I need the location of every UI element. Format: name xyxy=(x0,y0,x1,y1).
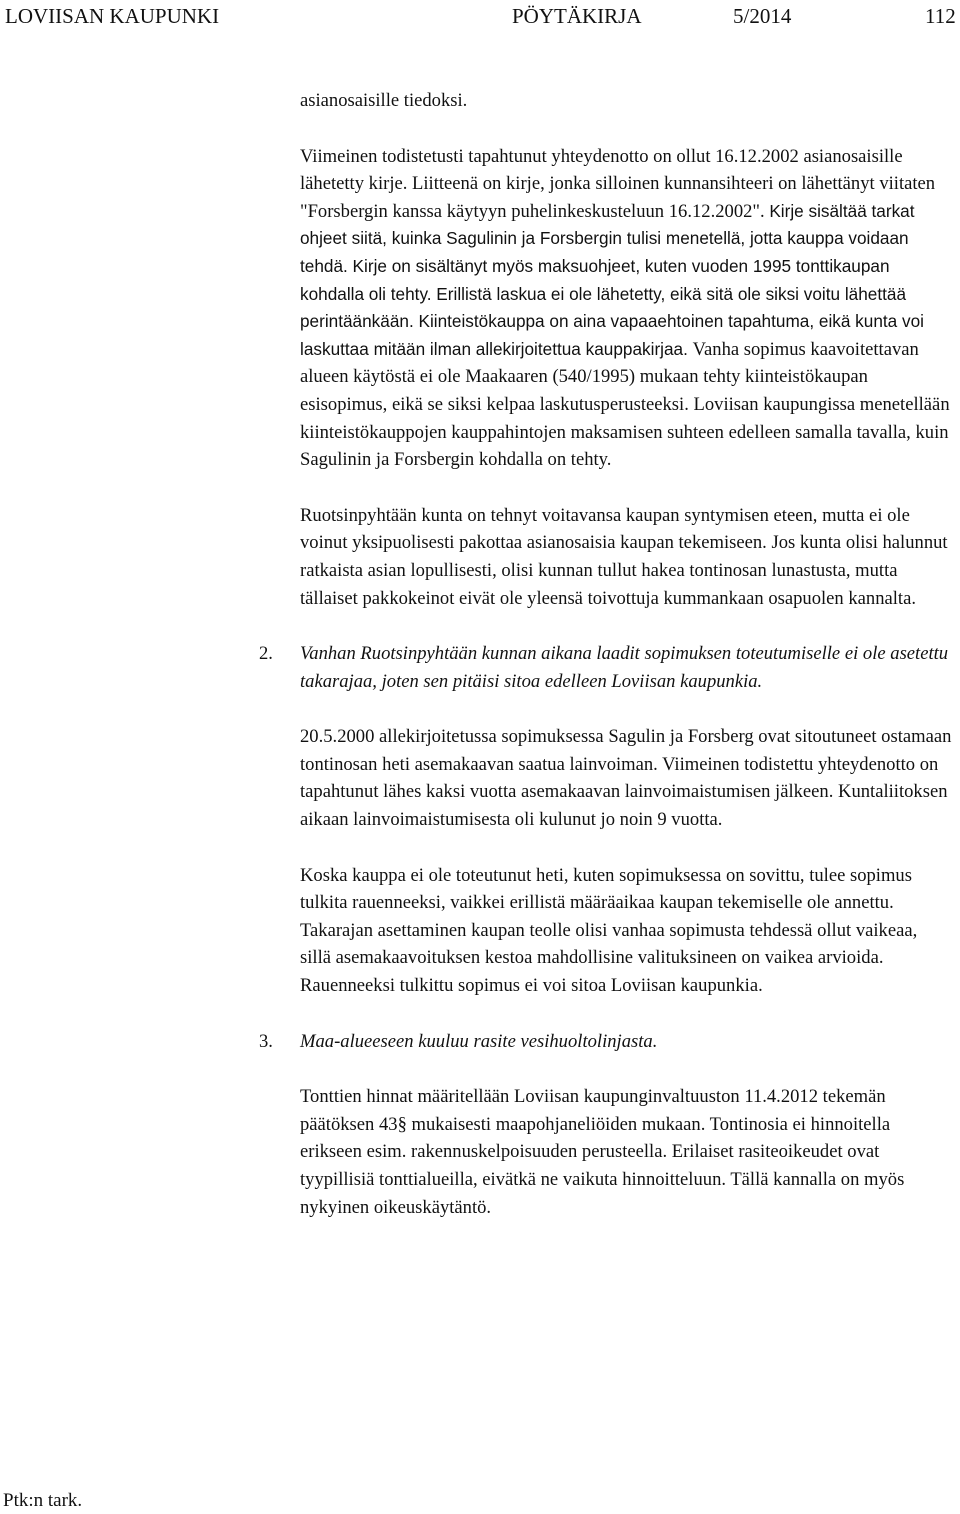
spacer xyxy=(300,1055,952,1083)
header-document-number: 5/2014 xyxy=(733,4,792,28)
paragraph-last-contact-start: Viimeinen todistetusti tapahtunut yhteydenotto on ollut 16.12.2002 asianosaisille lähetetty kirje. Liitteenä on kirje, jonka silloinen kunnansihteeri on lähettänyt viitaten "Forsbergin kanssa käytyyn puhelinkeskusteluun 16.12.2002". xyxy=(300,145,936,222)
header-page-number: 112 xyxy=(925,4,956,28)
item-paragraph: Tonttien hinnat määritellään Loviisan kaupunginvaltuuston 11.4.2012 tekemän päätöksen 43§ mukaisesti maapohjaneliöiden mukaan. Tontinosia ei hinnoitella erikseen esim. rakennuskelpoisuuden perusteella. Erilaiset rasiteoikeudet ovat tyypillisiä tonttialueilla, eivätkä ne vaikuta hinnoitteluun. Tällä kannalla on myös nykyinen oikeuskäytäntö. xyxy=(300,1086,905,1218)
paragraph-last-contact xyxy=(300,143,952,474)
spacer xyxy=(300,115,952,143)
spacer xyxy=(300,695,952,723)
footer-reviewer-label: Ptk:n tark. xyxy=(3,1490,83,1511)
item-number: 3. xyxy=(259,1030,273,1052)
page-header xyxy=(0,3,960,31)
spacer xyxy=(300,612,952,640)
item-heading: Vanhan Ruotsinpyhtään kunnan aikana laadit sopimuksen toteutumiselle ei ole asetettu takarajaa, joten sen pitäisi sitoa edelleen Loviisan kaupunkia. xyxy=(300,643,949,692)
item-paragraph: Koska kauppa ei ole toteutunut heti, kuten sopimuksessa on sovittu, tulee sopimus tulkita rauenneeksi, vaikkei erillistä määräaikaa kaupan tekemiselle ole annettu. Takarajan asettaminen kaupan teolle olisi vanhaa sopimusta tehdessä ollut vaikeaa, sillä asemakaavoituksen kestoa mahdollisine valituksineen on vaikea arvioida. Rauenneeksi tulkittu sopimus ei voi sitoa Loviisan kaupunkia. xyxy=(300,864,918,997)
item-paragraph: 20.5.2000 allekirjoitetussa sopimuksessa Sagulin ja Forsberg ovat sitoutuneet ostamaan tontinosan heti asemakaavan saatua lainvoiman. Viimeinen todistettu yhteydenotto on tapahtunut lähes kaksi vuotta asemakaavan lainvoimaistumisen jälkeen. Kuntaliitoksen aikaan lainvoimaistumisesta oli kulunut jo noin 9 vuotta. xyxy=(300,726,952,831)
paragraph-last-contact-letter-details: Kirje sisältää tarkat ohjeet siitä, kuinka Sagulinin ja Forsbergin tulisi menetellä, jotta kauppa voidaan tehdä. Kirje on sisältänyt myös maksuohjeet, kuten vuoden 1995 tonttikaupan kohdalla oli tehty. Erillistä laskua ei ole lähetetty, eikä sitä ole siksi voitu lähettää perintäänkään. Kiinteistökauppa on aina vapaaehtoinen tapahtuma, eikä kunta voi laskuttaa mitään ilman allekirjoitettua kauppakirjaa. xyxy=(300,200,924,359)
intro-line: asianosaisille tiedoksi. xyxy=(300,90,468,111)
numbered-item-3 xyxy=(259,1028,952,1222)
spacer xyxy=(300,1000,952,1028)
spacer xyxy=(300,474,952,502)
document-body xyxy=(259,87,952,1221)
spacer xyxy=(300,834,952,862)
paragraph-municipality-efforts: Ruotsinpyhtään kunta on tehnyt voitavansa kaupan syntymisen eteen, mutta ei ole voinut yksipuolisesti pakottaa asianosaisia kaupan tekemiseen. Jos kunta olisi halunnut ratkaista asian lopullisesti, olisi kunnan tullut hakea tontinosan lunastusta, mutta tällaiset pakkokeinot eivät ole yleensä toivottuja kummankaan osapuolen kannalta. xyxy=(300,504,948,609)
paragraph-last-contact-end: Vanha sopimus kaavoitettavan alueen käytöstä ei ole Maakaaren (540/1995) mukaan tehty kiinteistökaupan esisopimus, eikä se siksi kelpaa laskutusperusteeksi. Loviisan kaupungissa menetellään kiinteistökauppojen kauppahintojen maksamisen suhteen edelleen samalla tavalla, kuin Sagulinin ja Forsbergin kohdalla on tehty. xyxy=(300,338,950,471)
item-heading: Maa-alueeseen kuuluu rasite vesihuoltolinjasta. xyxy=(300,1030,658,1052)
numbered-item-2 xyxy=(259,640,952,1000)
item-number: 2. xyxy=(259,643,273,665)
header-organization: LOVIISAN KAUPUNKI xyxy=(5,4,220,28)
header-document-type: PÖYTÄKIRJA xyxy=(512,4,642,28)
